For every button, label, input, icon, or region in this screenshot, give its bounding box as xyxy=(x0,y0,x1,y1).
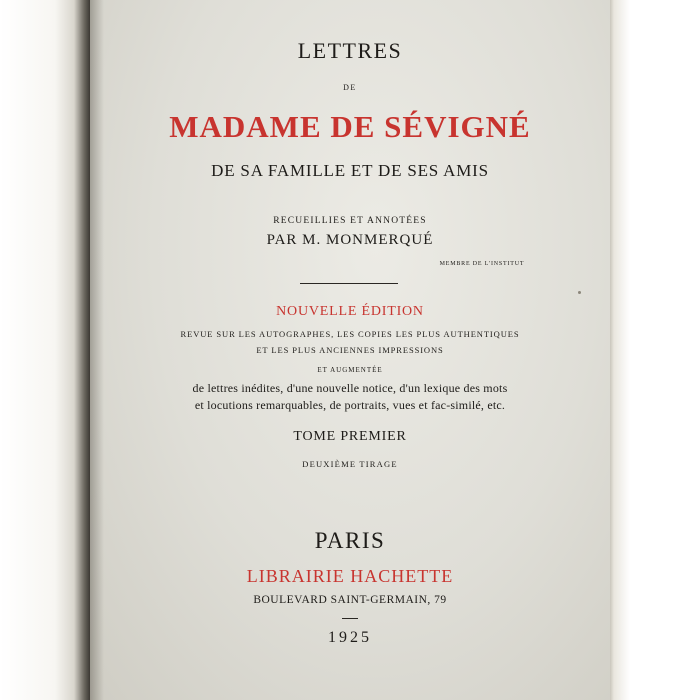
augmented-line: ET AUGMENTÉE xyxy=(317,366,383,374)
volume-label: TOME PREMIER xyxy=(293,429,407,444)
heading-de: DE xyxy=(343,83,357,92)
book-cover-edge xyxy=(0,0,92,700)
year: 1925 xyxy=(328,629,372,646)
address-dash xyxy=(342,618,358,619)
edition-label: NOUVELLE ÉDITION xyxy=(276,304,424,319)
publisher: LIBRAIRIE HACHETTE xyxy=(246,566,454,586)
title-page xyxy=(90,0,610,700)
paper-speck xyxy=(578,291,581,294)
revised-line-1: REVUE SUR LES AUTOGRAPHES, LES COPIES LES PLUS AUTHENTIQUES xyxy=(180,329,520,339)
revised-line-2: ET LES PLUS ANCIENNES IMPRESSIONS xyxy=(256,345,444,355)
editor-role: MEMBRE DE L'INSTITUT xyxy=(439,261,525,267)
editor-name: PAR M. MONMERQUÉ xyxy=(266,232,434,248)
publisher-address: BOULEVARD SAINT-GERMAIN, 79 xyxy=(253,594,447,606)
author-name: MADAME DE SÉVIGNÉ xyxy=(169,109,531,144)
printing-label: DEUXIÈME TIRAGE xyxy=(302,459,398,469)
additions-line-1: de lettres inédites, d'une nouvelle notice, d'un lexique des mots xyxy=(192,381,508,395)
additions-line-2: et locutions remarquables, de portraits, vues et fac-similé, etc. xyxy=(194,398,506,412)
collected-line: RECUEILLIES ET ANNOTÉES xyxy=(273,216,427,226)
divider-rule xyxy=(300,283,398,284)
subtitle: DE SA FAMILLE ET DE SES AMIS xyxy=(211,161,489,180)
city: PARIS xyxy=(314,528,386,553)
page-right-edge xyxy=(608,0,700,700)
heading-lettres: LETTRES xyxy=(297,38,403,63)
